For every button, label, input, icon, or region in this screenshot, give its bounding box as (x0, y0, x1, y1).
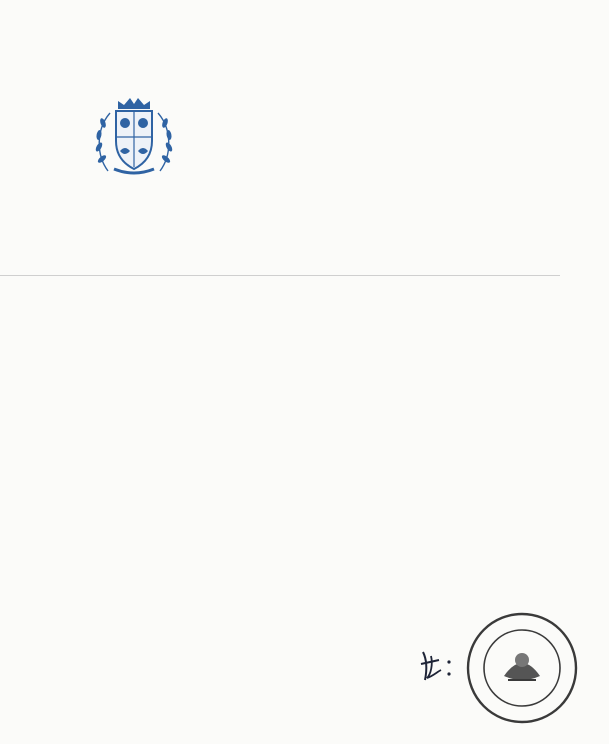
signature-icon (417, 646, 461, 686)
coat-of-arms-icon (88, 95, 180, 179)
town-logo (48, 34, 228, 90)
official-stamp-icon (464, 610, 580, 726)
fold-divider (0, 275, 560, 276)
